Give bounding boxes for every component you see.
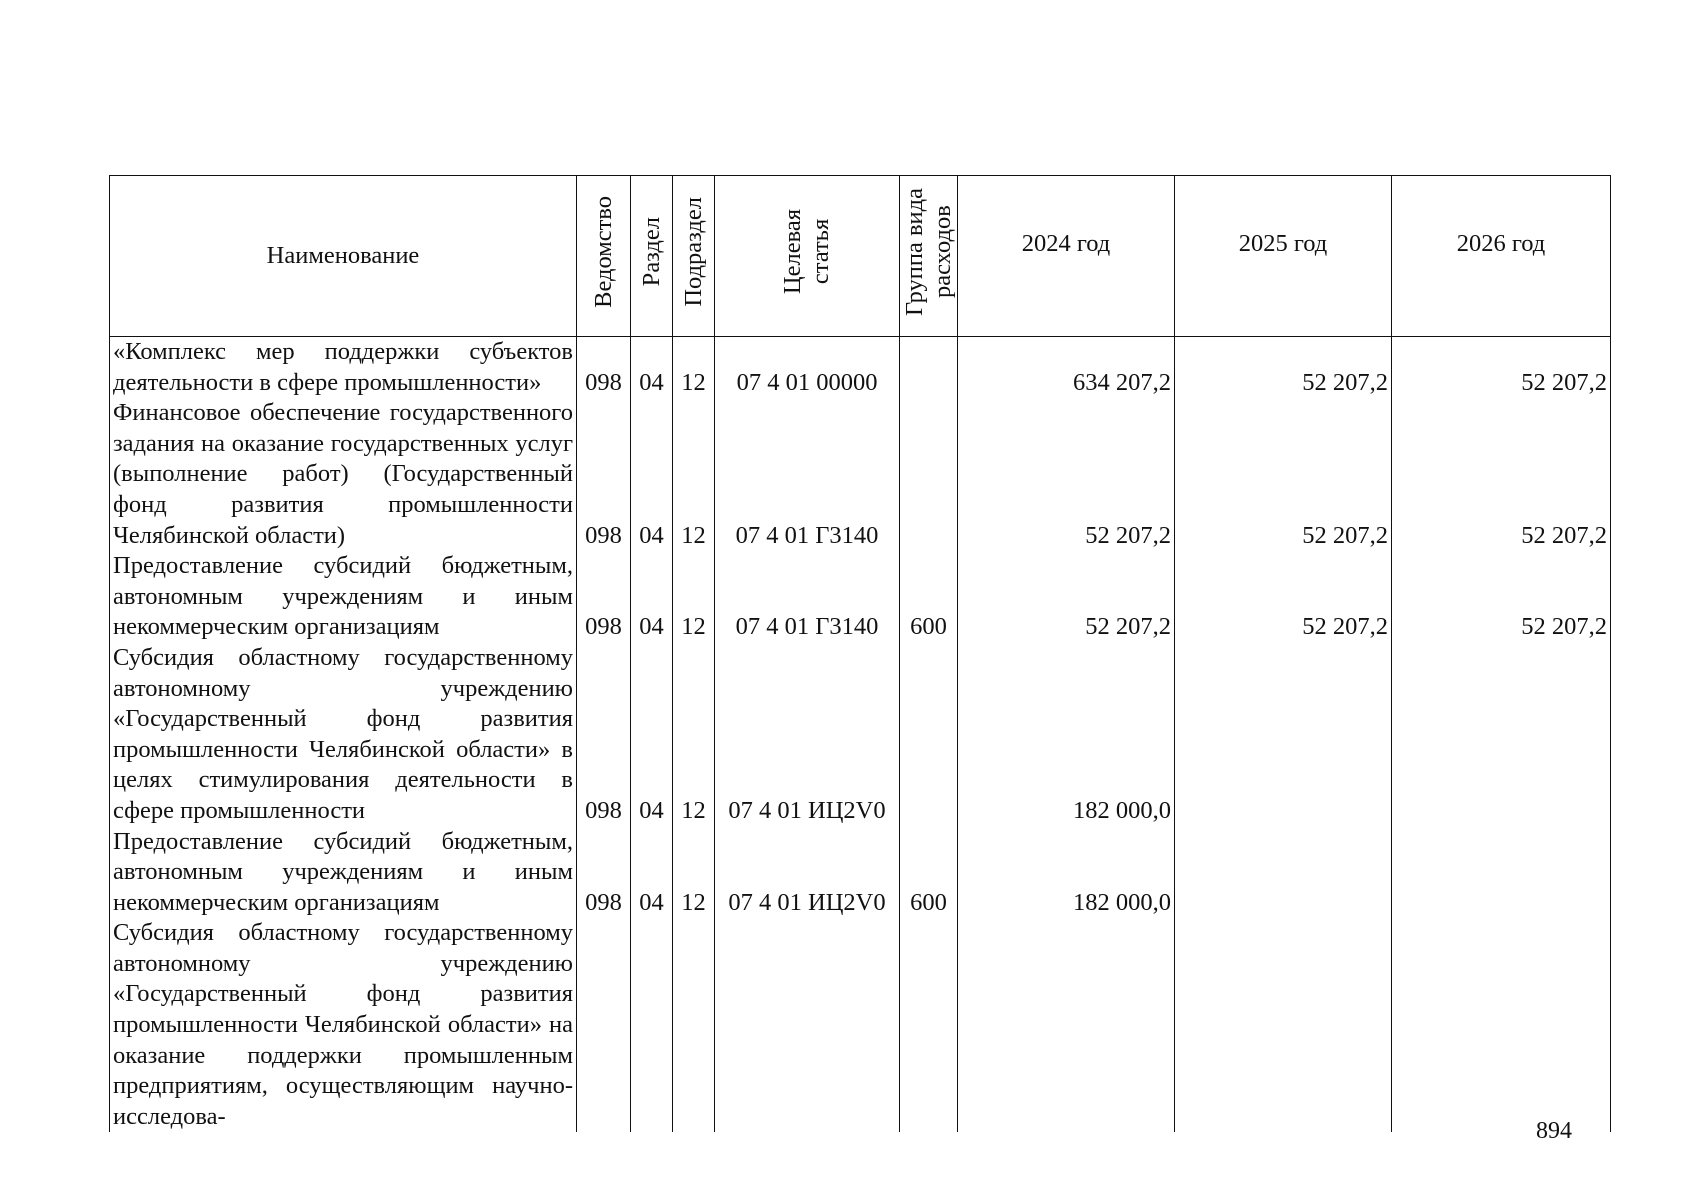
row-group: 600 [900,551,958,643]
row-name: «Комплекс мер поддержки субъектов деятельности в сфере промышленности» [110,337,577,399]
header-subsection-label: Подраздел [679,196,707,307]
row-2026 [1392,918,1611,1132]
row-2024: 182 000,0 [958,827,1175,919]
row-2024: 52 207,2 [958,398,1175,551]
row-2025 [1175,643,1392,827]
row-section: 04 [631,827,673,919]
table-row [110,337,1611,399]
header-2026-label: 2026 год [1456,229,1546,257]
table-row [110,551,1611,643]
table-row [110,398,1611,551]
row-2025: 52 207,2 [1175,398,1392,551]
row-2026 [1392,643,1611,827]
row-name: Предоставление субсидий бюджетным, автономным учреждениям и иным некоммерческим организациям [110,551,577,643]
header-target [715,176,900,337]
row-section: 04 [631,551,673,643]
row-group [900,337,958,399]
row-group [900,918,958,1132]
row-subsection: 12 [673,827,715,919]
budget-table [109,175,1611,1132]
row-dept: 098 [577,643,631,827]
row-2025: 52 207,2 [1175,337,1392,399]
row-dept [577,918,631,1132]
row-section: 04 [631,337,673,399]
header-subsection [673,176,715,337]
header-name [110,176,577,337]
row-2024 [958,918,1175,1132]
row-name: Субсидия областному государственному автономному учреждению «Государственный фонд развития промышленности Челябинской области» на оказание поддержки промышленным предприятиям, осуществляющим научно-исследова- [110,918,577,1132]
row-group [900,398,958,551]
row-section: 04 [631,643,673,827]
row-2026: 52 207,2 [1392,551,1611,643]
header-target-line2: статья [807,219,834,285]
row-target: 07 4 01 Г3140 [715,398,900,551]
row-2026: 52 207,2 [1392,337,1611,399]
header-dept [577,176,631,337]
row-dept: 098 [577,551,631,643]
header-group-line1: Группа вида [900,187,928,316]
row-2025 [1175,827,1392,919]
row-subsection: 12 [673,551,715,643]
header-group [900,176,958,337]
page-number: 894 [1536,1118,1572,1144]
row-target: 07 4 01 00000 [715,337,900,399]
row-name: Финансовое обеспечение государственного задания на оказание государственных услуг (выполнение работ) (Государственный фонд развития промышленности Челябинской области) [110,398,577,551]
row-section: 04 [631,398,673,551]
row-2024: 52 207,2 [958,551,1175,643]
row-2025: 52 207,2 [1175,551,1392,643]
table-header-row [110,176,1611,337]
row-2024: 634 207,2 [958,337,1175,399]
row-target: 07 4 01 ИЦ2V0 [715,643,900,827]
table-row [110,643,1611,827]
header-2025 [1175,176,1392,337]
header-dept-label: Ведомство [589,195,617,308]
row-dept: 098 [577,827,631,919]
row-subsection: 12 [673,337,715,399]
table-row [110,827,1611,919]
row-subsection: 12 [673,643,715,827]
row-2026: 52 207,2 [1392,398,1611,551]
row-name: Предоставление субсидий бюджетным, автономным учреждениям и иным некоммерческим организациям [110,827,577,919]
header-target-label [779,209,835,294]
row-dept: 098 [577,337,631,399]
header-name-label: Наименование [266,241,420,269]
row-target: 07 4 01 Г3140 [715,551,900,643]
row-group: 600 [900,827,958,919]
header-2024 [958,176,1175,337]
row-subsection [673,918,715,1132]
header-section-label: Раздел [637,217,665,287]
row-subsection: 12 [673,398,715,551]
header-2024-label: 2024 год [1021,229,1111,257]
row-group [900,643,958,827]
row-target [715,918,900,1132]
header-2025-label: 2025 год [1238,229,1328,257]
header-group-label [901,188,957,316]
row-section [631,918,673,1132]
row-2025 [1175,918,1392,1132]
header-section [631,176,673,337]
header-group-line2: расходов [928,205,956,299]
row-target: 07 4 01 ИЦ2V0 [715,827,900,919]
row-dept: 098 [577,398,631,551]
row-name: Субсидия областному государственному автономному учреждению «Государственный фонд развития промышленности Челябинской области» в целях стимулирования деятельности в сфере промышленности [110,643,577,827]
header-target-line1: Целевая [779,209,806,295]
row-2026 [1392,827,1611,919]
header-2026 [1392,176,1611,337]
table-row [110,918,1611,1132]
row-2024: 182 000,0 [958,643,1175,827]
